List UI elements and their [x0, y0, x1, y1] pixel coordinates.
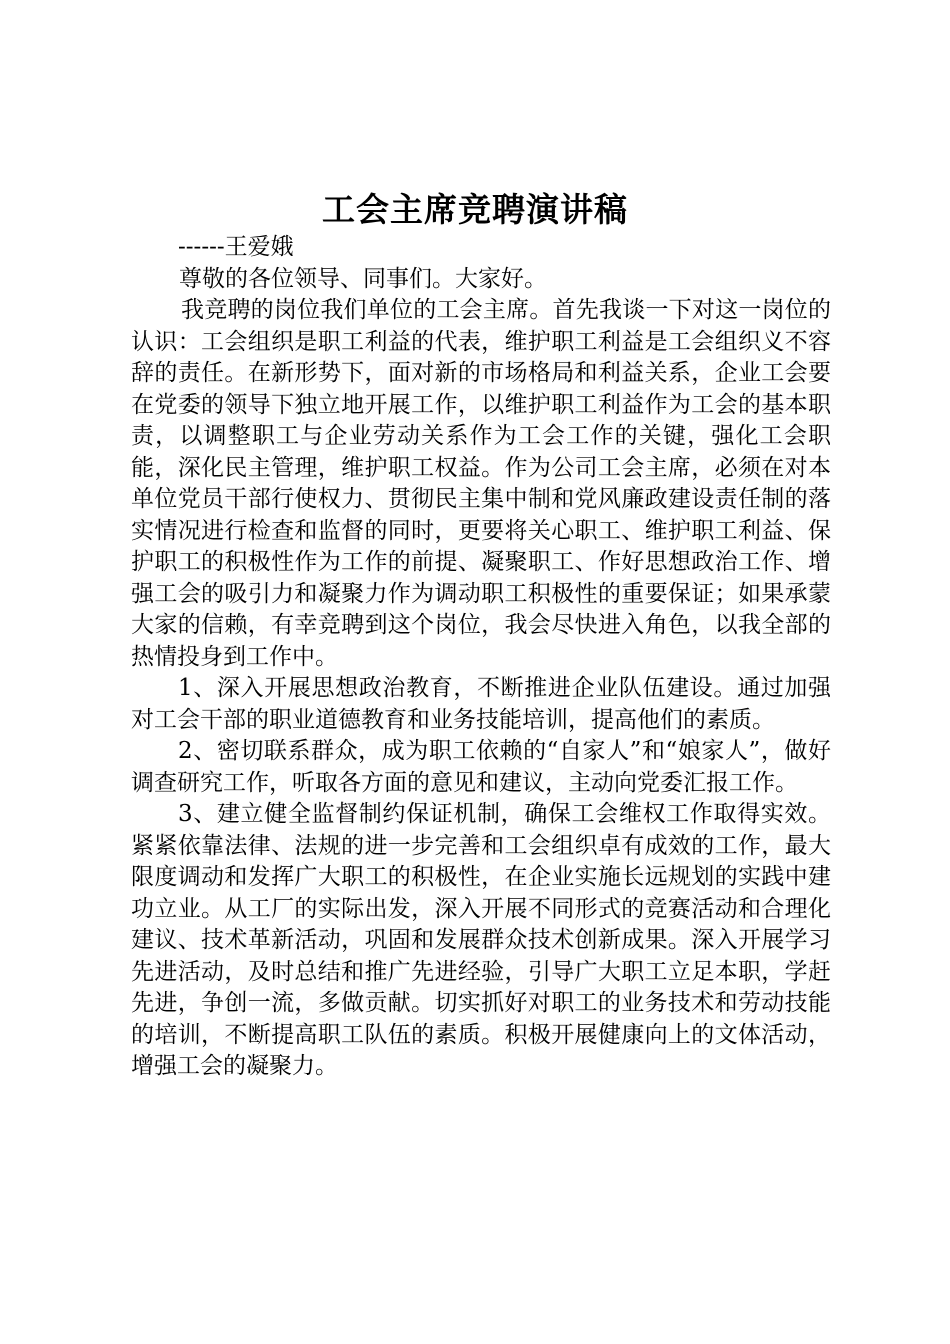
document-title: 工会主席竞聘演讲稿 — [322, 190, 628, 229]
item-1-paragraph: 1、深入开展思想政治教育，不断推进企业队伍建设。通过加强对工会干部的职业道德教育和业务技能培训，提高他们的素质。 — [131, 675, 831, 733]
document-body — [131, 232, 831, 1083]
greeting-paragraph: 尊敬的各位领导、同事们。大家好。 — [179, 265, 547, 292]
item-3-paragraph: 3、建立健全监督制约保证机制，确保工会维权工作取得实效。紧紧依靠法律、法规的进一步完善和工会组织卓有成效的工作，最大限度调动和发挥广大职工的积极性，在企业实施长远规划的实践中建功立业。从工厂的实际出发，深入开展不同形式的竞赛活动和合理化建议、技术革新活动，巩固和发展群众技术创新成果。深入开展学习先进活动，及时总结和推广先进经验，引导广大职工立足本职，学赶先进，争创一流，多做贡献。切实抓好对职工的业务技术和劳动技能的培训，不断提高职工队伍的素质。积极开展健康向上的文体活动，增强工会的凝聚力。 — [131, 801, 831, 1079]
intro-paragraph: 我竞聘的岗位我们单位的工会主席。首先我谈一下对这一岗位的认识：工会组织是职工利益的代表，维护职工利益是工会组织义不容辞的责任。在新形势下，面对新的市场格局和利益关系，企业工会要在党委的领导下独立地开展工作，以维护职工利益作为工会的基本职责，以调整职工与企业劳动关系作为工会工作的关键，强化工会职能，深化民主管理，维护职工权益。作为公司工会主席，必须在对本单位党员干部行使权力、贯彻民主集中制和党风廉政建设责任制的落实情况进行检查和监督的同时，更要将关心职工、维护职工利益、保护职工的积极性作为工作的前提、凝聚职工、作好思想政治工作、增强工会的吸引力和凝聚力作为调动职工积极性的重要保证；如果承蒙大家的信赖，有幸竞聘到这个岗位，我会尽快进入角色，以我全部的热情投身到工作中。 — [131, 297, 831, 670]
item-2-paragraph: 2、密切联系群众，成为职工依赖的“自家人”和“娘家人”，做好调查研究工作，听取各方面的意见和建议，主动向党委汇报工作。 — [131, 738, 831, 796]
author-line: ------王爱娥 — [178, 234, 294, 260]
